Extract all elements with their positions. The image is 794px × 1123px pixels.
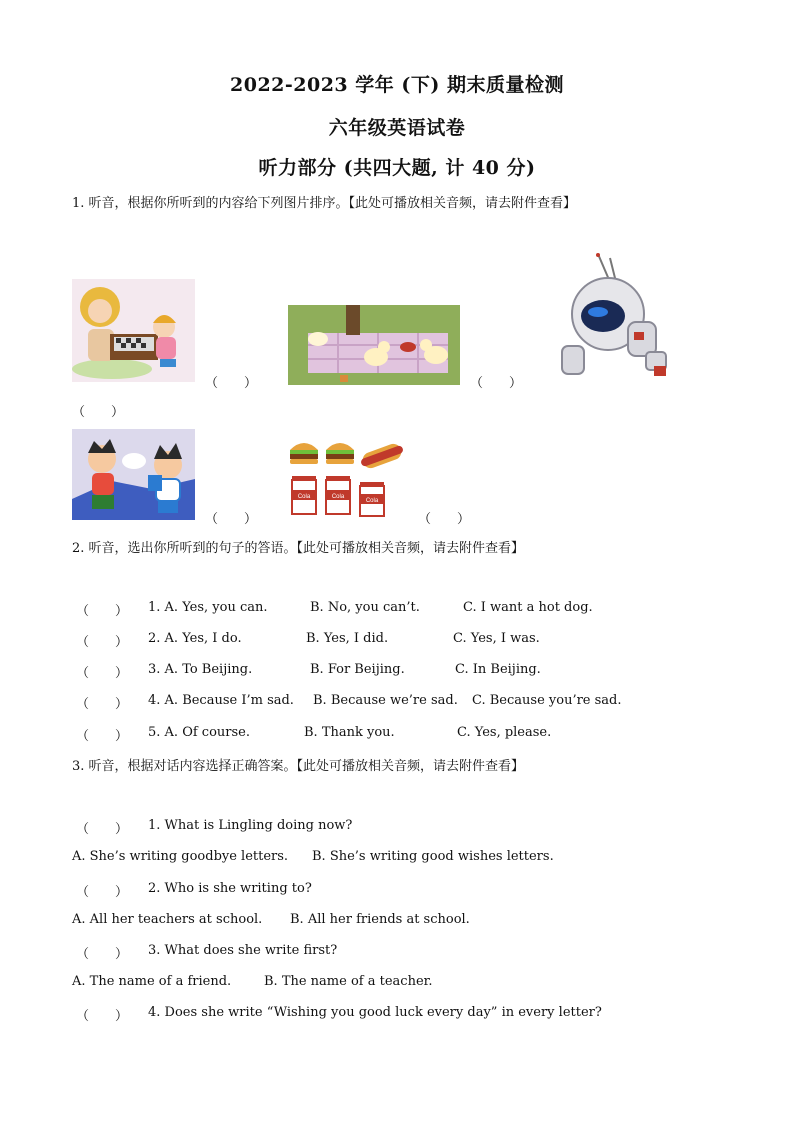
astronaut-picture [558,252,670,382]
exam-subtitle: 六年级英语试卷 [328,117,466,139]
answer-paren[interactable]: （ ） [76,697,129,712]
option-a: 5. A. Of course. [148,725,250,740]
option-a: A. All her teachers at school. [72,912,263,927]
answer-paren[interactable]: （ ） [418,512,471,527]
option-a: 1. A. Yes, you can. [148,600,268,615]
answer-paren[interactable]: （ ） [76,604,129,619]
option-c: C. Because you’re sad. [472,693,622,708]
exam-title: 2022-2023 学年 (下) 期末质量检测 [230,74,564,96]
option-a: 4. A. Because I’m sad. [148,693,294,708]
cola-label: Cola [365,498,379,504]
section-heading: 听力部分 (共四大题, 计 40 分) [258,157,536,179]
question-text: 1. What is Lingling doing now? [148,818,353,833]
option-b: B. All her friends at school. [290,912,470,927]
answer-paren[interactable]: （ ） [76,635,129,650]
section2-instruction: 2. 听音，选出你所听到的句子的答语。【此处可播放相关音频，请去附件查看】 [72,541,525,556]
option-c: C. Yes, I was. [453,631,540,646]
option-b: B. She’s writing good wishes letters. [312,849,554,864]
cola-label: Cola [331,494,345,500]
answer-paren[interactable]: （ ） [76,885,129,900]
boys-picture [72,429,195,520]
answer-paren[interactable]: （ ） [205,512,258,527]
answer-paren[interactable]: （ ） [72,405,125,420]
option-a: A. The name of a friend. [72,974,232,989]
answer-paren[interactable]: （ ） [470,376,523,391]
food-picture [286,436,406,518]
answer-paren[interactable]: （ ） [76,666,129,681]
answer-paren[interactable]: （ ） [76,947,129,962]
answer-paren[interactable]: （ ） [76,729,129,744]
option-b: B. The name of a teacher. [264,974,433,989]
option-b: B. No, you can’t. [310,600,420,615]
option-c: C. Yes, please. [457,725,552,740]
answer-paren[interactable]: （ ） [205,376,258,391]
chess-picture [72,279,195,382]
option-a: 2. A. Yes, I do. [148,631,242,646]
section1-instruction: 1. 听音，根据你所听到的内容给下列图片排序。【此处可播放相关音频，请去附件查看】 [72,196,577,211]
picnic-picture [288,305,460,385]
option-b: B. Because we’re sad. [313,693,458,708]
question-text: 4. Does she write “Wishing you good luck every day” in every letter? [148,1005,602,1020]
option-b: B. Thank you. [304,725,395,740]
cola-label: Cola [297,494,311,500]
answer-paren[interactable]: （ ） [76,822,129,837]
option-b: B. Yes, I did. [306,631,389,646]
option-c: C. I want a hot dog. [463,600,593,615]
question-text: 2. Who is she writing to? [148,881,312,896]
option-b: B. For Beijing. [310,662,405,677]
section3-instruction: 3. 听音，根据对话内容选择正确答案。【此处可播放相关音频，请去附件查看】 [72,759,525,774]
option-a: A. She’s writing goodbye letters. [72,849,289,864]
answer-paren[interactable]: （ ） [76,1009,129,1024]
option-a: 3. A. To Beijing. [148,662,253,677]
option-c: C. In Beijing. [455,662,541,677]
question-text: 3. What does she write first? [148,943,338,958]
